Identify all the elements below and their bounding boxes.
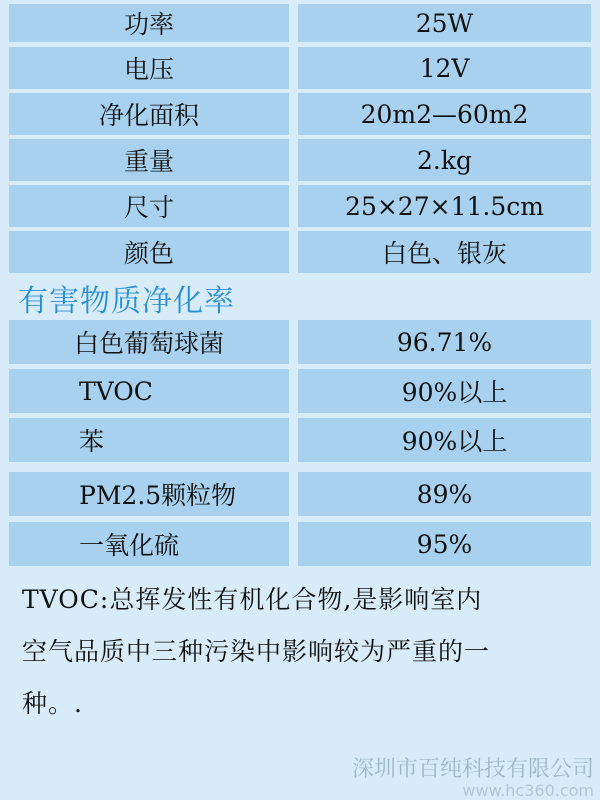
spec-row-area bbox=[9, 93, 591, 135]
spec-value: 12V bbox=[298, 47, 591, 89]
spec-label: 尺寸 bbox=[9, 185, 289, 227]
spec-row-weight bbox=[9, 139, 591, 181]
rate-value: 89% bbox=[298, 472, 591, 516]
spec-value: 2.kg bbox=[298, 139, 591, 181]
spec-label: 颜色 bbox=[9, 231, 289, 273]
note-line: 空气品质中三种污染中影响较为严重的一 bbox=[22, 637, 491, 666]
watermark-company: 深圳市百纯科技有限公司 bbox=[351, 757, 594, 782]
rate-row bbox=[9, 320, 591, 364]
spec-label: 电压 bbox=[9, 47, 289, 89]
spec-label: 重量 bbox=[9, 139, 289, 181]
rate-row bbox=[9, 522, 591, 566]
watermark-site: www.hc360.com bbox=[462, 781, 594, 800]
spec-value: 白色、银灰 bbox=[298, 231, 591, 273]
rate-label: 一氧化硫 bbox=[9, 522, 289, 566]
spec-value: 25W bbox=[298, 4, 591, 42]
rate-row bbox=[9, 369, 591, 413]
rate-value: 90%以上 bbox=[298, 369, 591, 413]
rate-row bbox=[9, 472, 591, 516]
rate-row bbox=[9, 418, 591, 462]
spec-row-power bbox=[9, 4, 591, 42]
spec-row-size bbox=[9, 185, 591, 227]
note-line: 种。. bbox=[22, 689, 83, 718]
note-paragraph bbox=[22, 574, 582, 730]
rate-label: TVOC bbox=[9, 369, 289, 413]
rate-label: 白色葡萄球菌 bbox=[9, 320, 289, 364]
spec-row-voltage bbox=[9, 47, 591, 89]
spec-row-color bbox=[9, 231, 591, 273]
section-title: 有害物质净化率 bbox=[18, 284, 235, 319]
spec-value: 25×27×11.5cm bbox=[298, 185, 591, 227]
spec-value: 20m2—60m2 bbox=[298, 93, 591, 135]
rate-label: PM2.5颗粒物 bbox=[9, 472, 289, 516]
spec-label: 功率 bbox=[9, 4, 289, 42]
rate-label: 苯 bbox=[9, 418, 289, 462]
note-line: TVOC:总挥发性有机化合物,是影响室内 bbox=[22, 585, 483, 614]
rate-value: 95% bbox=[298, 522, 591, 566]
spec-label: 净化面积 bbox=[9, 93, 289, 135]
rate-value: 96.71% bbox=[298, 320, 591, 364]
rate-value: 90%以上 bbox=[298, 418, 591, 462]
